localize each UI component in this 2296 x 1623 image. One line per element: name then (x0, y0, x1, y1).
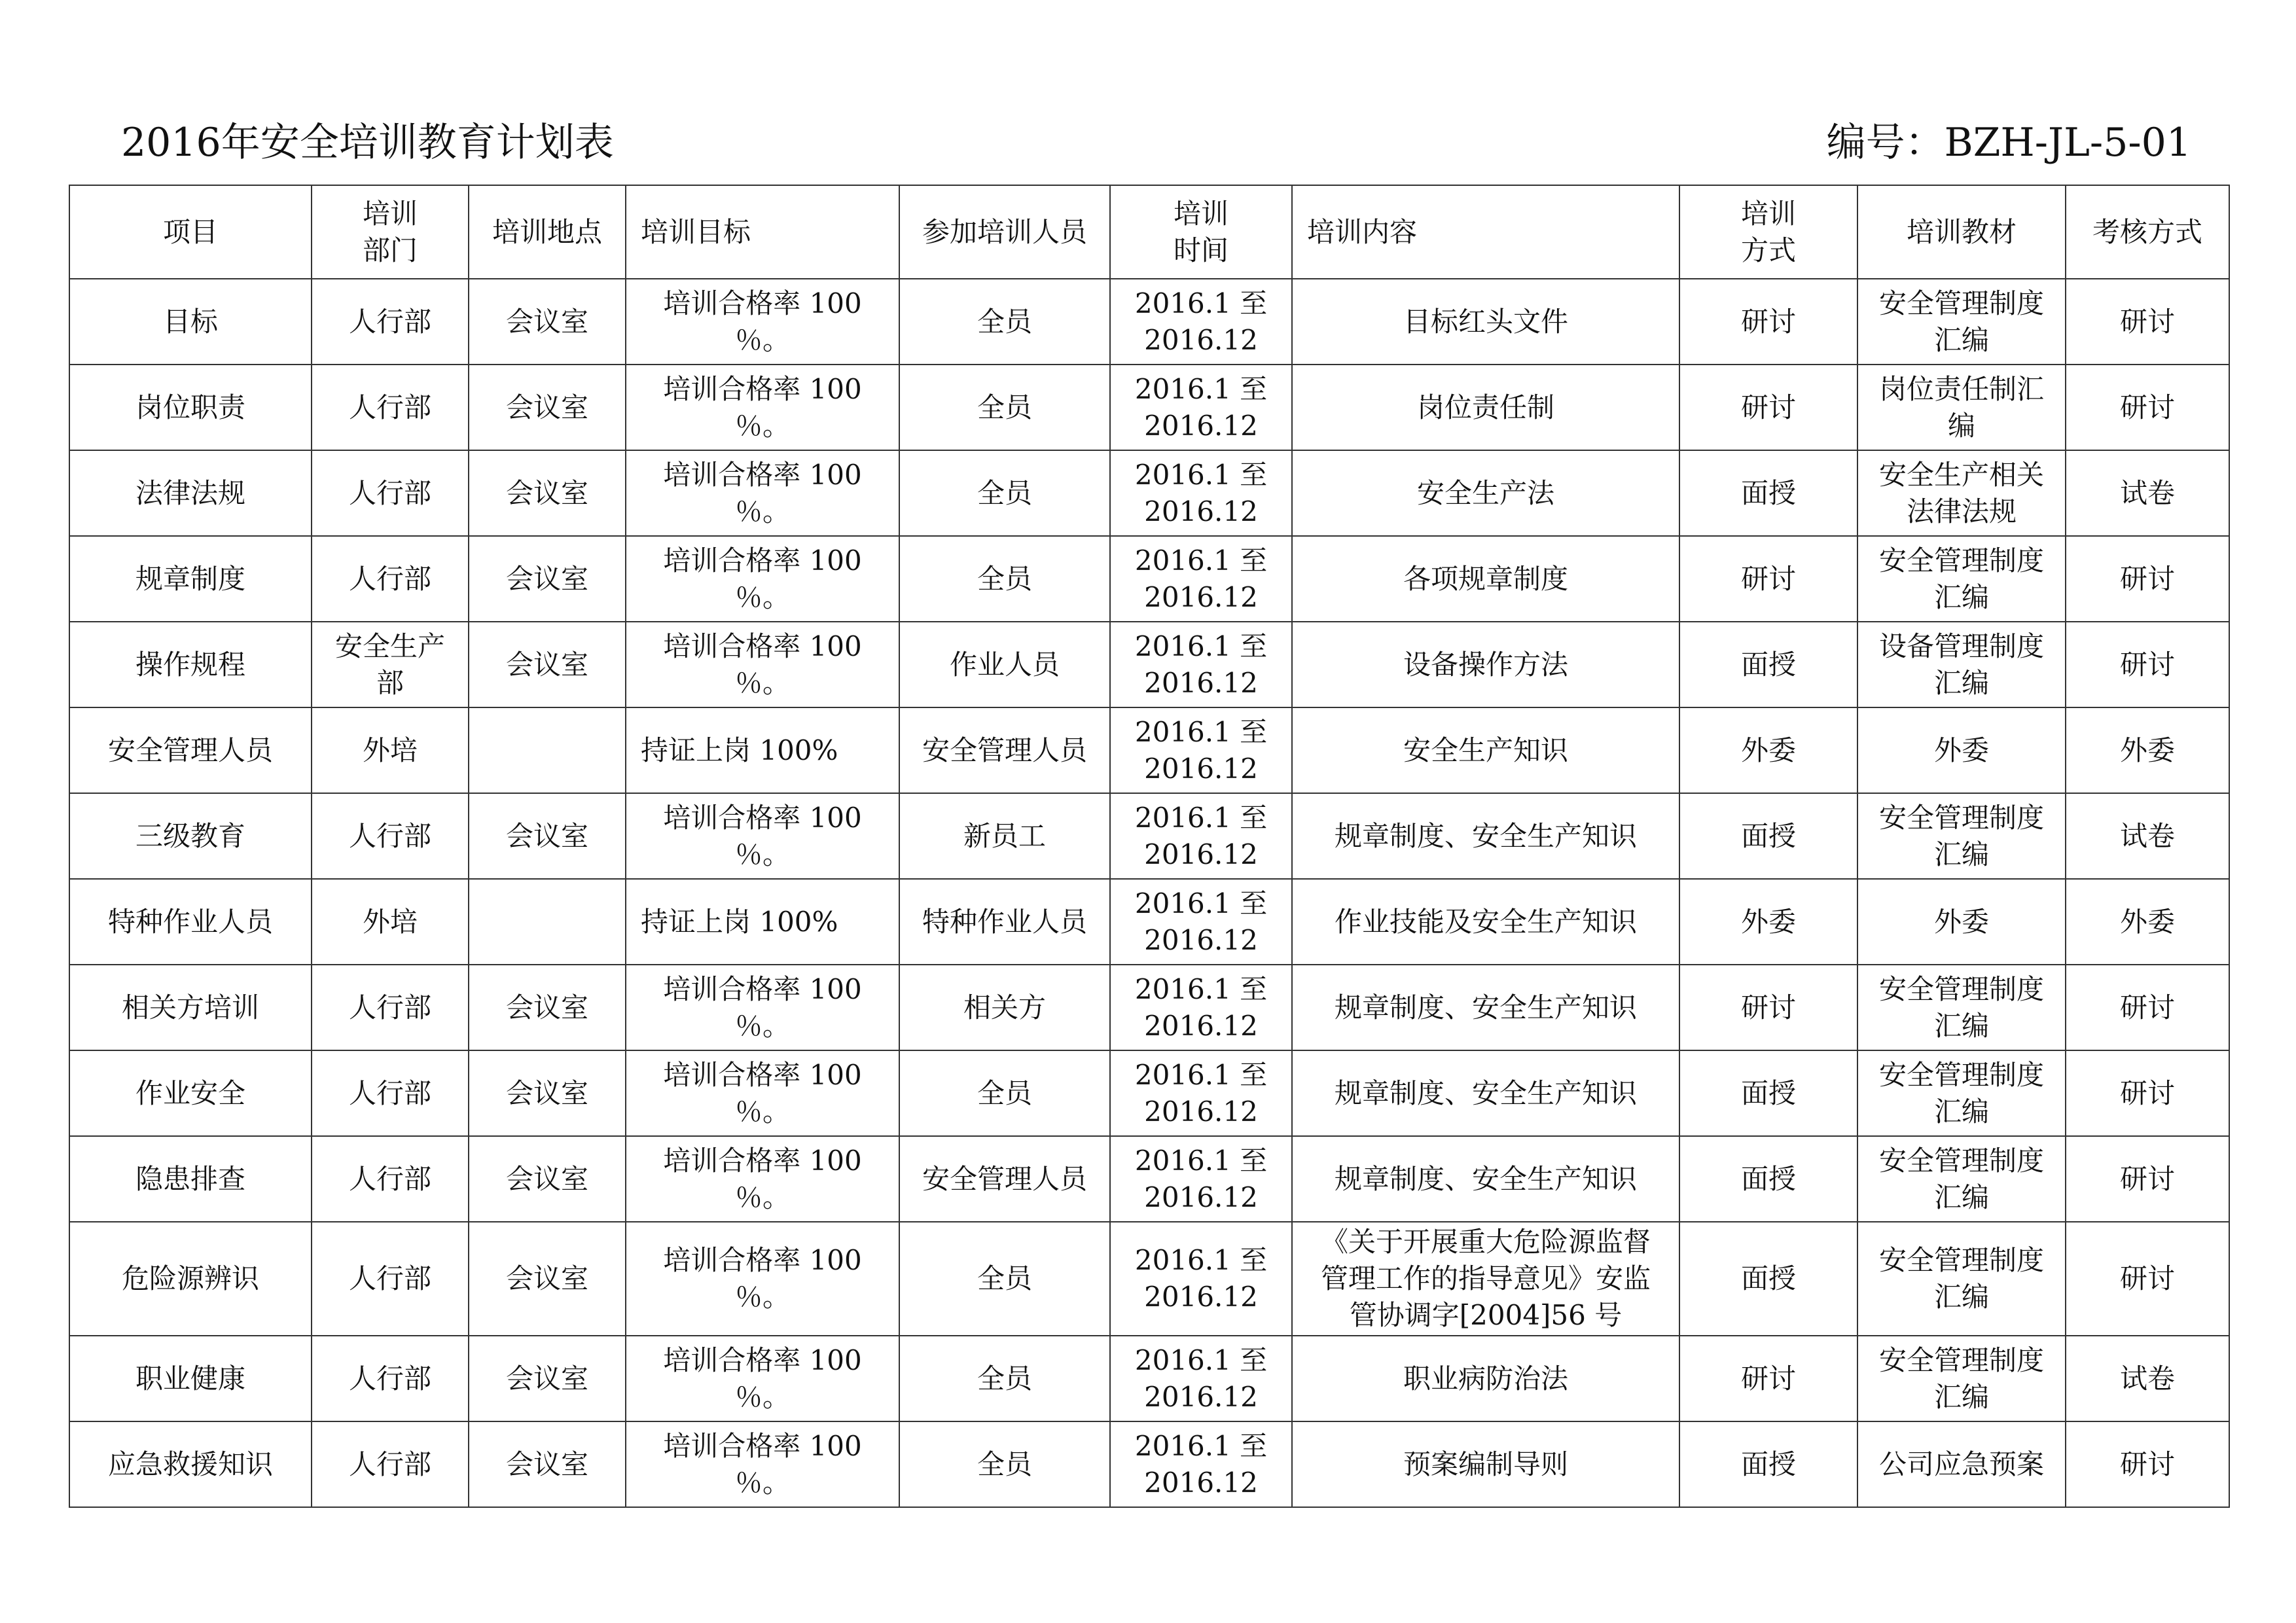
cell-people: 全员 (899, 1421, 1110, 1507)
cell-assess: 试卷 (2066, 450, 2229, 536)
header-people (899, 185, 1110, 279)
cell-dept (312, 1421, 469, 1507)
cell-material (1857, 879, 2066, 965)
header-content (1292, 185, 1679, 279)
cell-people: 全员 (899, 450, 1110, 536)
cell-item: 作业安全 (69, 1050, 312, 1136)
cell-text-line: 培训合格率 100 (663, 1058, 862, 1091)
cell-text-line: 设备操作方法 (1403, 648, 1568, 681)
cell-content (1292, 707, 1679, 793)
cell-place (469, 879, 626, 965)
cell-text-line: 培训目标 (641, 215, 751, 248)
cell-people: 全员 (899, 365, 1110, 450)
cell-material (1857, 450, 2066, 536)
cell-text-line: 参加培训人员 (922, 215, 1087, 248)
cell-goal (626, 707, 899, 793)
cell-assess: 研讨 (2066, 1050, 2229, 1136)
cell-assess: 研讨 (2066, 279, 2229, 365)
cell-dept (312, 365, 469, 450)
cell-text-line: ％。 (734, 1380, 790, 1413)
cell-goal (626, 1136, 899, 1222)
cell-text-line: 2016.12 (1144, 666, 1258, 699)
cell-text-line: 2016.1 至 (1134, 544, 1268, 577)
cell-method: 面授 (1679, 1136, 1857, 1222)
cell-text-line: 培训地点 (492, 215, 602, 248)
cell-item: 安全管理人员 (69, 707, 312, 793)
cell-text-line: 2016.1 至 (1134, 630, 1268, 662)
cell-text-line: 培训合格率 100 (663, 630, 862, 662)
cell-material (1857, 365, 2066, 450)
cell-time (1110, 1222, 1292, 1336)
cell-people: 全员 (899, 1336, 1110, 1421)
cell-method: 面授 (1679, 450, 1857, 536)
cell-time (1110, 279, 1292, 365)
cell-assess: 研讨 (2066, 1136, 2229, 1222)
cell-text-line: ％。 (734, 838, 790, 870)
cell-dept (312, 793, 469, 879)
cell-place: 会议室 (469, 1222, 626, 1336)
cell-text-line: 持证上岗 100% (641, 905, 838, 938)
cell-time (1110, 793, 1292, 879)
cell-method: 外委 (1679, 879, 1857, 965)
cell-text-line: 培训合格率 100 (663, 972, 862, 1005)
header-time (1110, 185, 1292, 279)
cell-text-line: 人行部 (348, 819, 431, 852)
cell-dept (312, 1336, 469, 1421)
cell-assess: 研讨 (2066, 1421, 2229, 1507)
cell-text-line: 安全管理制度 (1878, 1244, 2044, 1276)
cell-place: 会议室 (469, 622, 626, 707)
cell-text-line: 2016.12 (1144, 1281, 1258, 1313)
cell-text-line: ％。 (734, 1181, 790, 1213)
cell-assess: 外委 (2066, 707, 2229, 793)
cell-place: 会议室 (469, 365, 626, 450)
cell-text-line: 人行部 (348, 476, 431, 509)
cell-text-line: 培训合格率 100 (663, 372, 862, 405)
cell-text-line: 2016.12 (1144, 1181, 1258, 1213)
cell-text-line: 人行部 (348, 1162, 431, 1195)
cell-text-line: 人行部 (348, 1362, 431, 1395)
table-row (69, 965, 2229, 1050)
cell-time (1110, 1136, 1292, 1222)
cell-text-line: ％。 (734, 1466, 790, 1499)
cell-material (1857, 536, 2066, 622)
cell-text-line: 培训内容 (1307, 215, 1418, 248)
cell-text-line: 培训合格率 100 (663, 544, 862, 577)
cell-text-line: 编 (1947, 409, 1975, 442)
cell-time (1110, 450, 1292, 536)
cell-text-line: 2016.1 至 (1134, 1429, 1268, 1462)
cell-text-line: 安全管理制度 (1878, 544, 2044, 577)
cell-text-line: 外委 (1933, 734, 1989, 766)
header-material (1857, 185, 2066, 279)
cell-people: 全员 (899, 1222, 1110, 1336)
cell-method: 面授 (1679, 1222, 1857, 1336)
cell-item: 特种作业人员 (69, 879, 312, 965)
cell-content (1292, 1050, 1679, 1136)
cell-text-line: ％。 (734, 323, 790, 356)
cell-place: 会议室 (469, 1050, 626, 1136)
cell-text-line: 目标红头文件 (1403, 305, 1568, 338)
table-row (69, 1050, 2229, 1136)
cell-material (1857, 622, 2066, 707)
cell-assess: 研讨 (2066, 1222, 2229, 1336)
cell-people: 相关方 (899, 965, 1110, 1050)
cell-text-line: 时间 (1173, 234, 1229, 266)
cell-people: 全员 (899, 279, 1110, 365)
cell-method: 外委 (1679, 707, 1857, 793)
document-number: 编号：BZH-JL-5-01 (1826, 120, 2191, 166)
cell-text-line: ％。 (734, 1009, 790, 1042)
table-row (69, 279, 2229, 365)
table-row (69, 622, 2229, 707)
cell-dept (312, 879, 469, 965)
cell-text-line: 汇编 (1933, 1181, 1989, 1213)
cell-assess: 研讨 (2066, 536, 2229, 622)
cell-content (1292, 879, 1679, 965)
cell-text-line: ％。 (734, 1281, 790, 1313)
cell-material (1857, 1136, 2066, 1222)
cell-item: 危险源辨识 (69, 1222, 312, 1336)
cell-time (1110, 536, 1292, 622)
cell-content (1292, 1136, 1679, 1222)
cell-text-line: 汇编 (1933, 580, 1989, 613)
table-row (69, 1222, 2229, 1336)
cell-text-line: 《关于开展重大危险源监督 (1320, 1226, 1651, 1258)
cell-people: 安全管理人员 (899, 1136, 1110, 1222)
cell-text-line: 人行部 (348, 1077, 431, 1109)
cell-time (1110, 879, 1292, 965)
cell-text-line: 人行部 (348, 391, 431, 423)
cell-method: 研讨 (1679, 279, 1857, 365)
cell-text-line: 汇编 (1933, 1281, 1989, 1313)
cell-text-line: 作业技能及安全生产知识 (1334, 905, 1637, 938)
cell-material (1857, 1336, 2066, 1421)
cell-text-line: 方式 (1740, 234, 1796, 266)
cell-material (1857, 707, 2066, 793)
cell-goal (626, 1050, 899, 1136)
cell-text-line: 安全生产 (334, 630, 445, 662)
table-row (69, 450, 2229, 536)
cell-time (1110, 1421, 1292, 1507)
table-body (69, 279, 2229, 1507)
cell-text-line: 2016.12 (1144, 495, 1258, 527)
cell-time (1110, 707, 1292, 793)
training-plan-table (69, 185, 2230, 1508)
cell-content (1292, 536, 1679, 622)
cell-text-line: 2016.12 (1144, 1095, 1258, 1128)
cell-dept (312, 536, 469, 622)
cell-method: 研讨 (1679, 1336, 1857, 1421)
cell-text-line: ％。 (734, 409, 790, 442)
cell-goal (626, 1336, 899, 1421)
header-dept (312, 185, 469, 279)
cell-time (1110, 365, 1292, 450)
cell-text-line: ％。 (734, 495, 790, 527)
cell-text-line: 2016.12 (1144, 923, 1258, 956)
cell-text-line: 安全管理制度 (1878, 287, 2044, 319)
cell-goal (626, 450, 899, 536)
cell-text-line: 外培 (362, 905, 418, 938)
header-assess (2066, 185, 2229, 279)
cell-content (1292, 1222, 1679, 1336)
cell-text-line: 2016.1 至 (1134, 287, 1268, 319)
cell-text-line: 培训合格率 100 (663, 1144, 862, 1177)
cell-assess: 研讨 (2066, 965, 2229, 1050)
cell-goal (626, 879, 899, 965)
cell-place: 会议室 (469, 1421, 626, 1507)
cell-text-line: 职业病防治法 (1403, 1362, 1568, 1395)
cell-item: 操作规程 (69, 622, 312, 707)
cell-text-line: 各项规章制度 (1403, 562, 1568, 595)
cell-text-line: 2016.12 (1144, 1380, 1258, 1413)
table-header-row (69, 185, 2229, 279)
cell-item: 相关方培训 (69, 965, 312, 1050)
cell-item: 目标 (69, 279, 312, 365)
cell-text-line: 项目 (162, 215, 218, 248)
cell-dept (312, 965, 469, 1050)
cell-goal (626, 365, 899, 450)
cell-text-line: 岗位责任制 (1416, 391, 1554, 423)
cell-goal (626, 1421, 899, 1507)
cell-dept (312, 707, 469, 793)
cell-content (1292, 450, 1679, 536)
cell-text-line: 2016.1 至 (1134, 972, 1268, 1005)
cell-text-line: 安全管理制度 (1878, 801, 2044, 834)
cell-text-line: 培训合格率 100 (663, 458, 862, 491)
cell-item: 隐患排查 (69, 1136, 312, 1222)
cell-text-line: 外培 (362, 734, 418, 766)
cell-text-line: 汇编 (1933, 666, 1989, 699)
cell-text-line: ％。 (734, 580, 790, 613)
cell-text-line: 2016.12 (1144, 580, 1258, 613)
cell-method: 面授 (1679, 1421, 1857, 1507)
cell-text-line: 培训合格率 100 (663, 1429, 862, 1462)
cell-text-line: 规章制度、安全生产知识 (1334, 1077, 1637, 1109)
cell-place: 会议室 (469, 793, 626, 879)
header-goal (626, 185, 899, 279)
cell-method: 研讨 (1679, 536, 1857, 622)
cell-material (1857, 1421, 2066, 1507)
cell-text-line: 安全管理制度 (1878, 1058, 2044, 1091)
cell-content (1292, 1336, 1679, 1421)
cell-time (1110, 1050, 1292, 1136)
cell-place: 会议室 (469, 1136, 626, 1222)
cell-time (1110, 1336, 1292, 1421)
cell-text-line: 培训 (1740, 197, 1796, 230)
cell-method: 面授 (1679, 1050, 1857, 1136)
cell-people: 特种作业人员 (899, 879, 1110, 965)
cell-item: 应急救援知识 (69, 1421, 312, 1507)
cell-item: 三级教育 (69, 793, 312, 879)
cell-text-line: 设备管理制度 (1878, 630, 2044, 662)
cell-dept (312, 1050, 469, 1136)
cell-goal (626, 1222, 899, 1336)
cell-text-line: 2016.12 (1144, 1009, 1258, 1042)
cell-item: 岗位职责 (69, 365, 312, 450)
cell-text-line: 2016.1 至 (1134, 1058, 1268, 1091)
cell-material (1857, 1050, 2066, 1136)
cell-text-line: 培训合格率 100 (663, 1244, 862, 1276)
cell-text-line: 2016.12 (1144, 752, 1258, 785)
table-row (69, 1336, 2229, 1421)
table-row (69, 879, 2229, 965)
cell-method: 面授 (1679, 793, 1857, 879)
cell-people: 安全管理人员 (899, 707, 1110, 793)
cell-text-line: 培训教材 (1906, 215, 2017, 248)
cell-people: 全员 (899, 1050, 1110, 1136)
cell-content (1292, 793, 1679, 879)
cell-text-line: ％。 (734, 1095, 790, 1128)
cell-text-line: ％。 (734, 666, 790, 699)
cell-text-line: 2016.1 至 (1134, 1144, 1268, 1177)
table-row (69, 707, 2229, 793)
cell-text-line: 外委 (1933, 905, 1989, 938)
cell-item: 规章制度 (69, 536, 312, 622)
cell-dept (312, 1222, 469, 1336)
cell-place: 会议室 (469, 1336, 626, 1421)
cell-people: 新员工 (899, 793, 1110, 879)
cell-text-line: 考核方式 (2092, 215, 2202, 248)
cell-text-line: 2016.1 至 (1134, 887, 1268, 919)
cell-text-line: 汇编 (1933, 323, 1989, 356)
cell-content (1292, 365, 1679, 450)
cell-text-line: 培训合格率 100 (663, 287, 862, 319)
cell-people: 作业人员 (899, 622, 1110, 707)
cell-dept (312, 622, 469, 707)
cell-text-line: 2016.1 至 (1134, 458, 1268, 491)
cell-place: 会议室 (469, 965, 626, 1050)
cell-text-line: 2016.12 (1144, 323, 1258, 356)
cell-text-line: 规章制度、安全生产知识 (1334, 991, 1637, 1024)
header-place (469, 185, 626, 279)
cell-text-line: 2016.12 (1144, 1466, 1258, 1499)
cell-goal (626, 965, 899, 1050)
cell-material (1857, 279, 2066, 365)
cell-text-line: 规章制度、安全生产知识 (1334, 819, 1637, 852)
document-title: 2016年安全培训教育计划表 (121, 120, 614, 166)
cell-item: 法律法规 (69, 450, 312, 536)
cell-item: 职业健康 (69, 1336, 312, 1421)
cell-dept (312, 450, 469, 536)
table-row (69, 365, 2229, 450)
cell-people: 全员 (899, 536, 1110, 622)
cell-text-line: 持证上岗 100% (641, 734, 838, 766)
cell-method: 研讨 (1679, 365, 1857, 450)
cell-text-line: 安全管理制度 (1878, 1344, 2044, 1376)
header-item (69, 185, 312, 279)
cell-text-line: 培训 (1173, 197, 1229, 230)
cell-text-line: 2016.12 (1144, 838, 1258, 870)
cell-material (1857, 793, 2066, 879)
cell-text-line: 2016.1 至 (1134, 372, 1268, 405)
cell-text-line: 人行部 (348, 305, 431, 338)
cell-text-line: 人行部 (348, 1448, 431, 1480)
cell-text-line: 汇编 (1933, 1380, 1989, 1413)
header-method (1679, 185, 1857, 279)
cell-text-line: 预案编制导则 (1403, 1448, 1568, 1480)
cell-content (1292, 279, 1679, 365)
cell-goal (626, 536, 899, 622)
cell-content (1292, 622, 1679, 707)
cell-text-line: 安全管理制度 (1878, 1144, 2044, 1177)
cell-text-line: 管理工作的指导意见》安监 (1320, 1262, 1651, 1294)
cell-text-line: 2016.1 至 (1134, 1244, 1268, 1276)
cell-time (1110, 965, 1292, 1050)
cell-method: 面授 (1679, 622, 1857, 707)
cell-goal (626, 793, 899, 879)
table-row (69, 1136, 2229, 1222)
cell-goal (626, 279, 899, 365)
cell-place: 会议室 (469, 279, 626, 365)
cell-text-line: 安全生产法 (1416, 476, 1554, 509)
cell-text-line: 部 (376, 666, 404, 699)
cell-text-line: 培训 (362, 197, 418, 230)
cell-assess: 研讨 (2066, 365, 2229, 450)
cell-content (1292, 965, 1679, 1050)
cell-material (1857, 965, 2066, 1050)
cell-dept (312, 1136, 469, 1222)
cell-text-line: 培训合格率 100 (663, 1344, 862, 1376)
cell-text-line: 2016.1 至 (1134, 1344, 1268, 1376)
cell-text-line: 汇编 (1933, 1009, 1989, 1042)
cell-text-line: 部门 (362, 234, 418, 266)
cell-text-line: 汇编 (1933, 838, 1989, 870)
cell-text-line: 规章制度、安全生产知识 (1334, 1162, 1637, 1195)
cell-place: 会议室 (469, 450, 626, 536)
cell-assess: 试卷 (2066, 1336, 2229, 1421)
cell-place (469, 707, 626, 793)
cell-assess: 外委 (2066, 879, 2229, 965)
cell-text-line: 汇编 (1933, 1095, 1989, 1128)
cell-text-line: 法律法规 (1906, 495, 2017, 527)
cell-dept (312, 279, 469, 365)
cell-text-line: 培训合格率 100 (663, 801, 862, 834)
cell-text-line: 人行部 (348, 562, 431, 595)
cell-text-line: 2016.12 (1144, 409, 1258, 442)
cell-text-line: 管协调字[2004]56 号 (1349, 1299, 1623, 1331)
table-row (69, 536, 2229, 622)
cell-goal (626, 622, 899, 707)
cell-text-line: 人行部 (348, 991, 431, 1024)
cell-time (1110, 622, 1292, 707)
cell-material (1857, 1222, 2066, 1336)
cell-text-line: 2016.1 至 (1134, 801, 1268, 834)
cell-text-line: 安全生产相关 (1878, 458, 2044, 491)
cell-text-line: 安全管理制度 (1878, 972, 2044, 1005)
cell-text-line: 安全生产知识 (1403, 734, 1568, 766)
cell-assess: 试卷 (2066, 793, 2229, 879)
cell-place: 会议室 (469, 536, 626, 622)
cell-text-line: 人行部 (348, 1262, 431, 1294)
cell-text-line: 岗位责任制汇 (1878, 372, 2044, 405)
cell-text-line: 公司应急预案 (1878, 1448, 2044, 1480)
table-row (69, 1421, 2229, 1507)
cell-content (1292, 1421, 1679, 1507)
cell-text-line: 2016.1 至 (1134, 715, 1268, 748)
cell-method: 研讨 (1679, 965, 1857, 1050)
cell-assess: 研讨 (2066, 622, 2229, 707)
table-row (69, 793, 2229, 879)
